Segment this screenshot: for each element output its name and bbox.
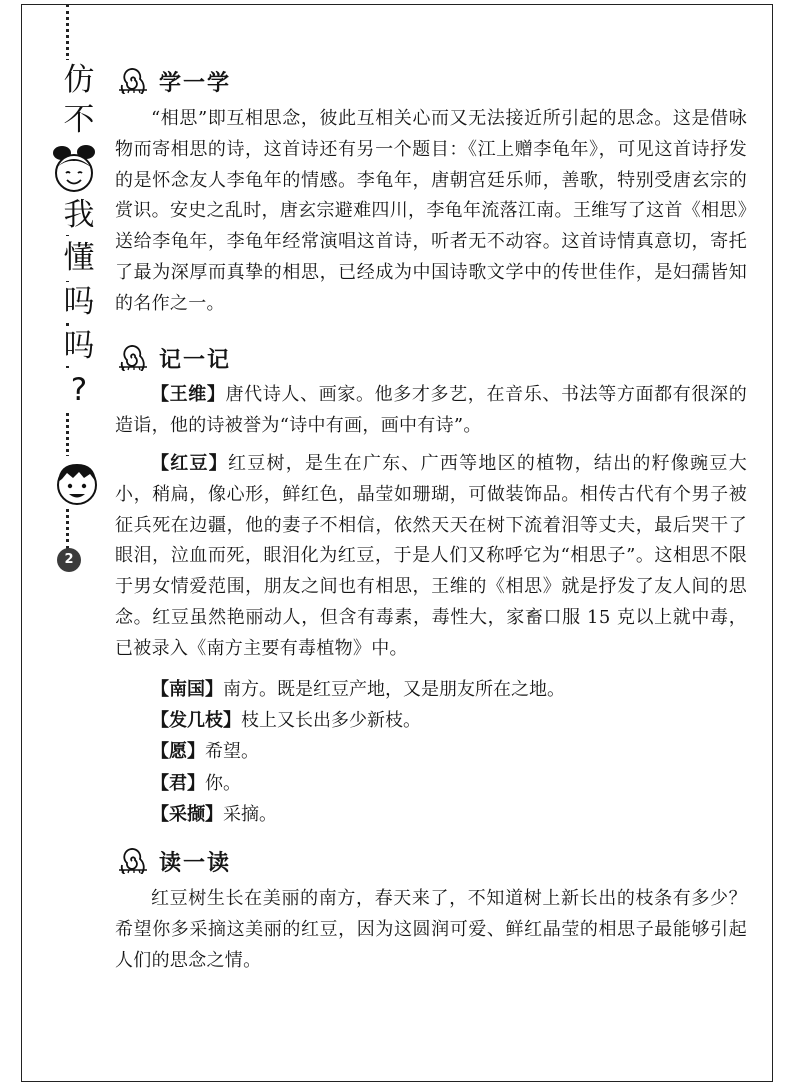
- entry-fajizhi: [151, 706, 421, 736]
- section-title: 读一读: [159, 850, 232, 876]
- entry-term: 【采撷】: [151, 804, 223, 825]
- swirl-icon: [115, 68, 151, 94]
- swirl-icon: [115, 345, 151, 371]
- entry-term: 【红豆】: [151, 453, 229, 474]
- side-title-char: 吗: [54, 326, 104, 366]
- side-title-char: 吗: [54, 282, 104, 322]
- entry-text: 枝上又长出多少新枝。: [241, 710, 421, 731]
- entry-yuan: [151, 737, 259, 767]
- entry-hongdou: [115, 449, 747, 665]
- entry-term: 【愿】: [151, 741, 205, 762]
- entry-text: 红豆树，是生在广东、广西等地区的植物，结出的籽像豌豆大小，稍扁，像心形，鲜红色，晶莹如珊瑚，可做装饰品。相传古代有个男子被征兵死在边疆，他的妻子不相信，依然天天在树下流着泪等丈夫，最后哭干了眼泪，泣血而死，眼泪化为红豆，于是人们又称呼它为“相思子”。这相思不限于男女情爱范围，朋友之间也有相思，王维的《相思》就是抒发了友人间的思念。红豆虽然艳丽动人，但含有毒素，毒性大，家畜口服 15 克以上就中毒，已被录入《南方主要有毒植物》中。: [115, 453, 747, 659]
- side-title-char: 我: [54, 195, 104, 235]
- side-title-char: ?: [54, 370, 104, 410]
- section-header-remember: [115, 341, 231, 375]
- entry-wangwei: [115, 380, 747, 442]
- cartoon-girl-face-icon: [50, 143, 98, 195]
- side-title-char: 仿: [54, 60, 104, 100]
- paragraph-learn: “相思”即互相思念，彼此互相关心而又无法接近所引起的思念。这是借咏物而寄相思的诗，这首诗还有另一个题目：《江上赠李龟年》，可见这首诗抒发的是怀念友人李龟年的情感。李龟年，唐朝宫廷乐师，善歌，特别受唐玄宗的赏识。安史之乱时，唐玄宗避难四川，李龟年流落江南。王维写了这首《相思》送给李龟年，李龟年经常演唱这首诗，听者无不动容。这首诗情真意切，寄托了最为深厚而真挚的相思，已经成为中国诗歌文学中的传世佳作，是妇孺皆知的名作之一。: [115, 108, 747, 314]
- paragraph-read: 红豆树生长在美丽的南方，春天来了，不知道树上新长出的枝条有多少？希望你多采摘这美丽的红豆，因为这圆润可爱、鲜红晶莹的相思子最能够引起人们的思念之情。: [115, 888, 747, 971]
- entry-term: 【发几枝】: [151, 710, 241, 731]
- swirl-icon: [115, 848, 151, 874]
- entry-term: 【君】: [151, 773, 205, 794]
- entry-term: 【南国】: [151, 679, 223, 700]
- entry-caixie: [151, 800, 277, 830]
- entry-text: 希望。: [205, 741, 259, 762]
- page-number: 2: [57, 548, 81, 572]
- section-title: 记一记: [159, 347, 232, 373]
- entry-text: 采摘。: [223, 804, 277, 825]
- entry-nanguo: [151, 675, 565, 705]
- section-header-learn: [115, 64, 231, 98]
- section-header-read: [115, 844, 231, 878]
- entry-jun: [151, 769, 241, 799]
- side-title-char: 不: [54, 100, 104, 140]
- side-title: [54, 60, 104, 460]
- side-title-char: 懂: [54, 238, 104, 278]
- cartoon-boy-face-icon: [53, 456, 101, 508]
- entry-term: 【王维】: [151, 384, 226, 405]
- entry-text: 你。: [205, 773, 241, 794]
- entry-text: 南方。既是红豆产地，又是朋友所在之地。: [223, 679, 565, 700]
- entry-text: 唐代诗人、画家。他多才多艺，在音乐、书法等方面都有很深的造诣，他的诗被誉为“诗中有画，画中有诗”。: [115, 384, 747, 436]
- section-title: 学一学: [159, 70, 232, 96]
